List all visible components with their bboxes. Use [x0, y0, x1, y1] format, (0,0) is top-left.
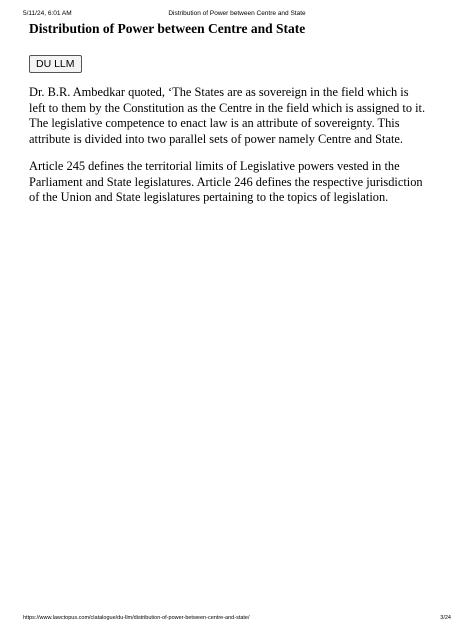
paragraph-line: Article 245 defines the territorial limits of Legislative powers vested in the [29, 159, 400, 173]
print-page-title: Distribution of Power between Centre and State [168, 10, 306, 17]
paragraph-1 [29, 85, 459, 147]
paragraph-line: The legislative competence to enact law is an attribute of sovereignty. This [29, 116, 400, 130]
paragraph-2 [29, 159, 459, 206]
paragraph-line: Parliament and State legislatures. Article 246 defines the respective jurisdiction [29, 174, 423, 189]
print-url: https://www.lawctopus.com/clatalogue/du-llm/distribution-of-power-between-centre-and-state/ [23, 615, 250, 621]
paragraph-line: attribute is divided into two parallel sets of power namely Centre and State. [29, 131, 404, 146]
print-page-number: 3/24 [440, 615, 451, 621]
paragraph-line: left to them by the Constitution as the Centre in the field which is assigned to it. [29, 100, 426, 115]
paragraph-line: Dr. B.R. Ambedkar quoted, ‘The States are as sovereign in the field which is [29, 85, 409, 99]
paragraph-line: of the Union and State legislatures pertaining to the topics of legislation. [29, 190, 389, 204]
print-footer [23, 613, 451, 623]
page-title: Distribution of Power between Centre and State [29, 21, 306, 36]
print-datetime: 5/11/24, 6:01 AM [23, 10, 72, 17]
print-header [23, 9, 451, 19]
du-llm-tag-button[interactable]: DU LLM [29, 55, 82, 73]
